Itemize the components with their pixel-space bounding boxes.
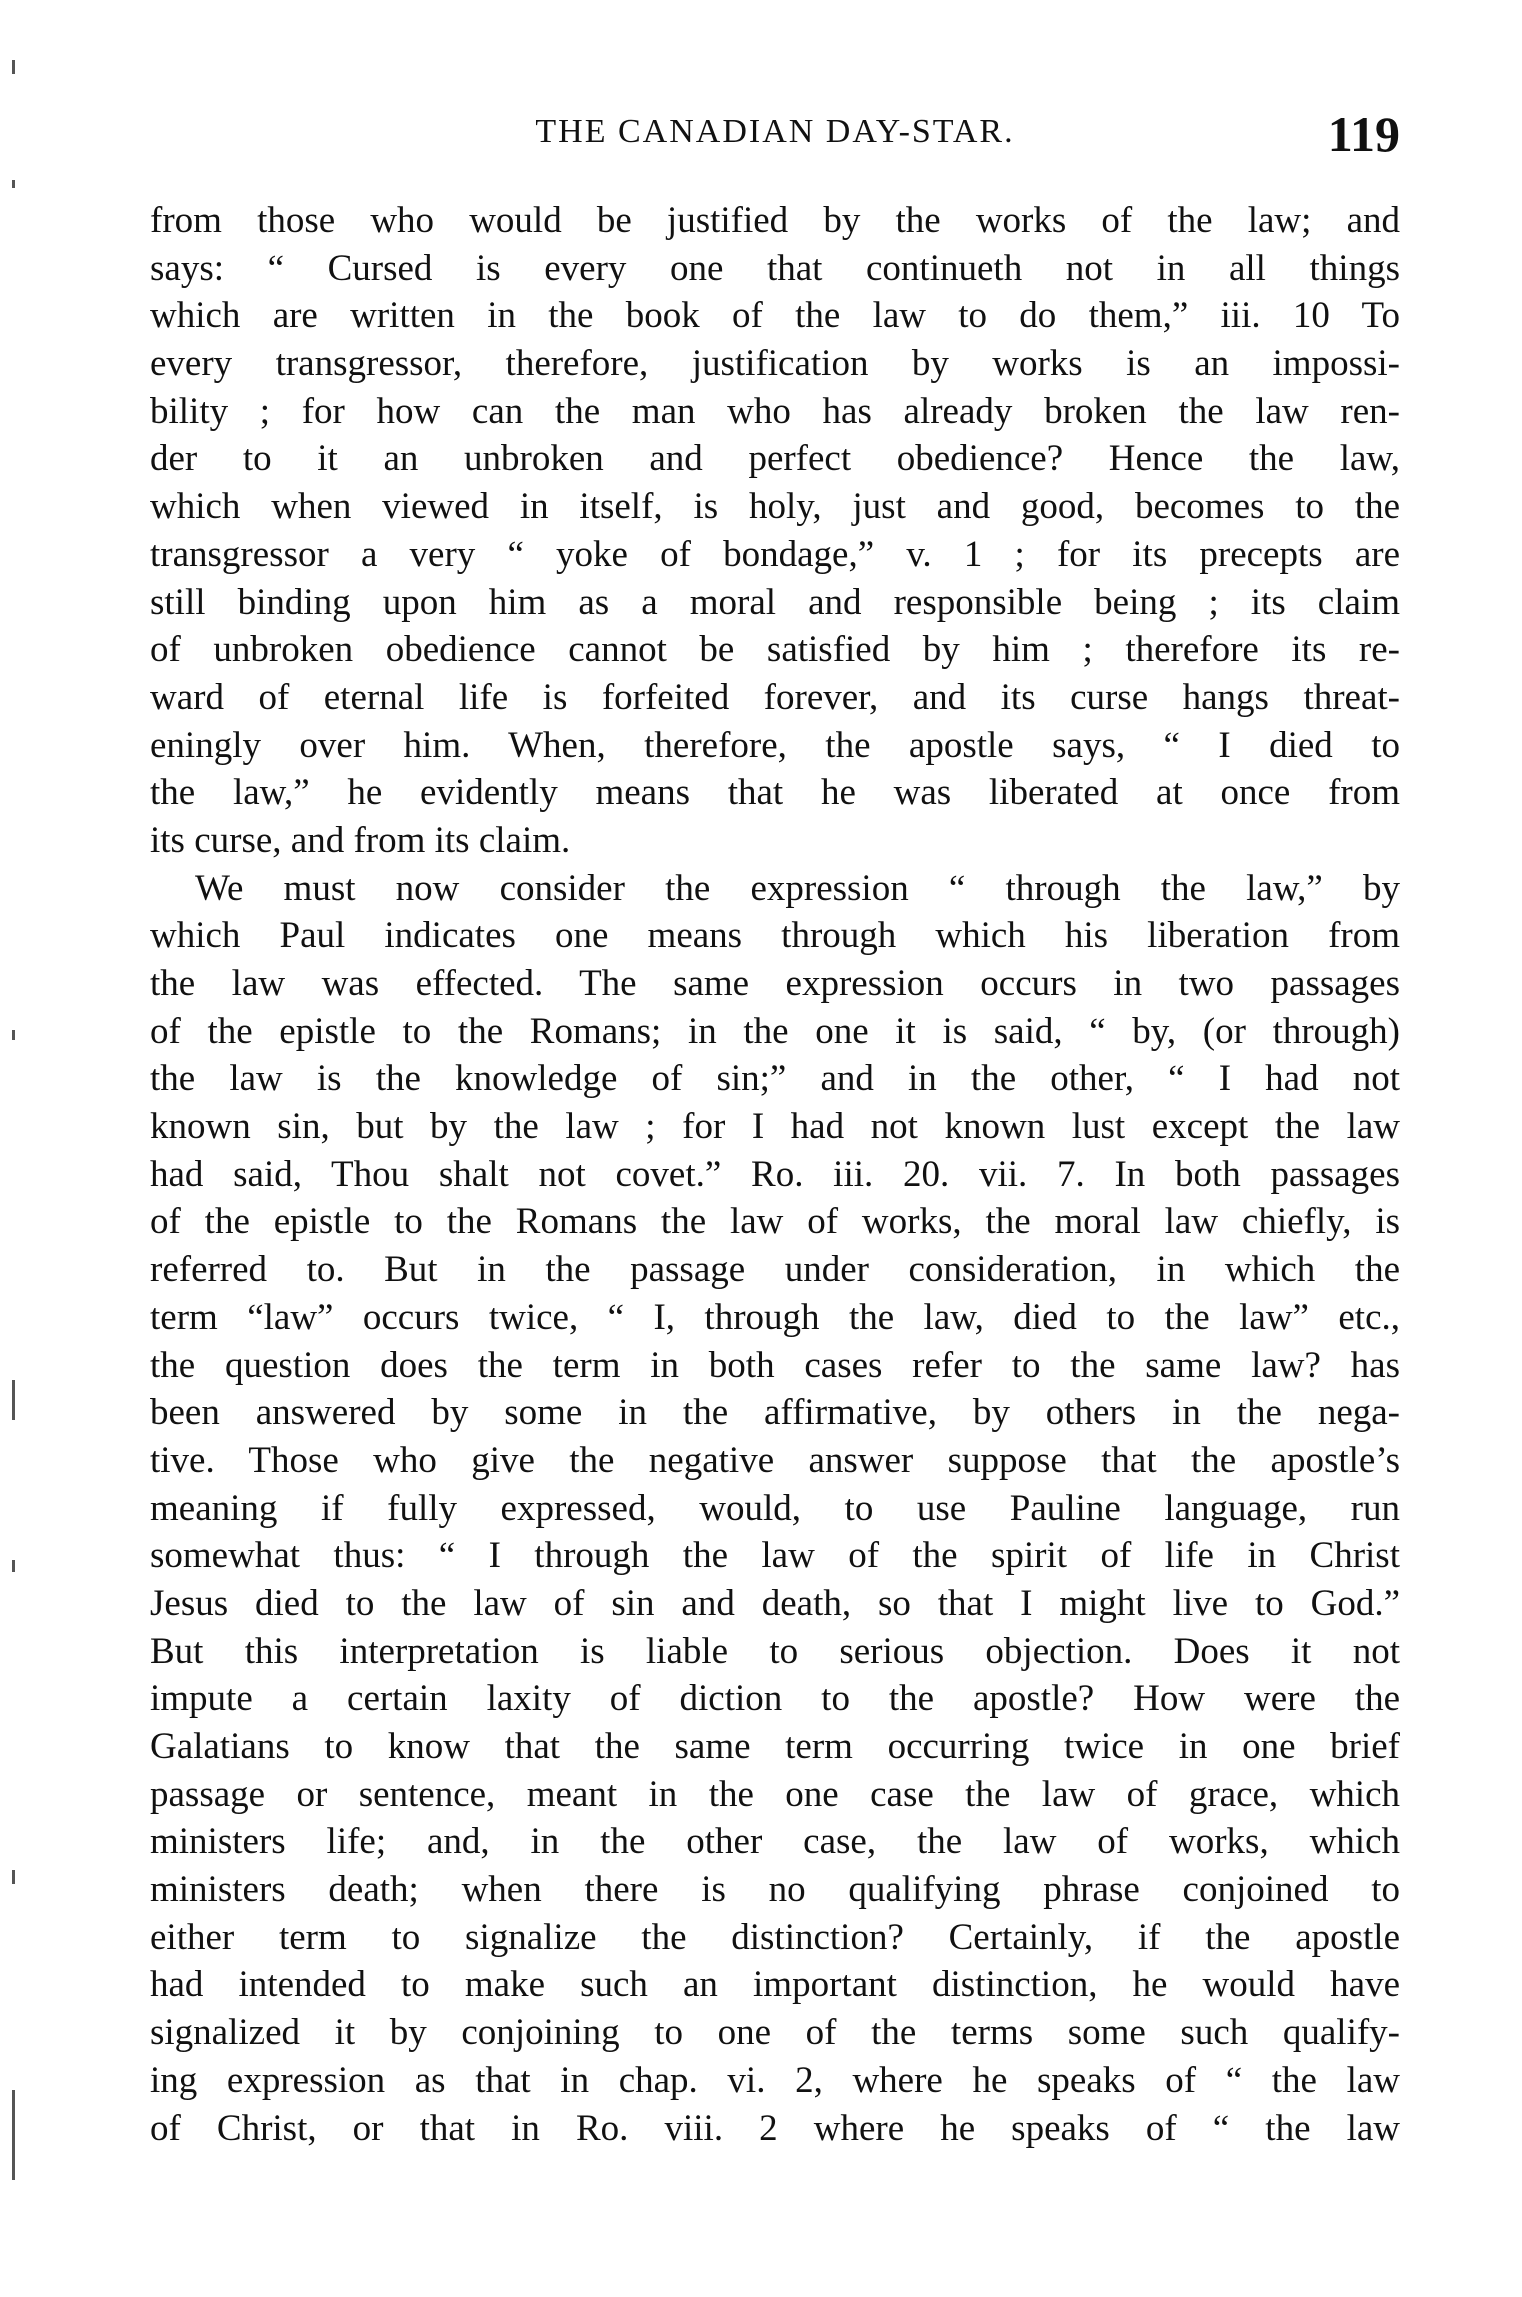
text-line: meaning if fully expressed, would, to use Pauline language, run [150,1487,1400,1529]
text-line: the law,” he evidently means that he was liberated at once from [150,772,1400,814]
text-line: But this interpretation is liable to serious objection. Does it not [150,1630,1400,1672]
text-line: ministers death; when there is no qualifying phrase conjoined to [150,1869,1400,1911]
text-line: signalized it by conjoining to one of the terms some such qualify- [150,2012,1400,2054]
text-line: which are written in the book of the law to do them,” iii. 10 To [150,295,1400,337]
text-line: either term to signalize the distinction? Certainly, if the apostle [150,1916,1400,1958]
body-text [150,197,1400,2152]
text-line: der to it an unbroken and perfect obedience? Hence the law, [150,438,1400,480]
text-line: the law is the knowledge of sin;” and in the other, “ I had not [150,1058,1400,1100]
edge-mark [12,1560,15,1572]
text-line: been answered by some in the affirmative, by others in the nega- [150,1392,1400,1434]
text-line: ministers life; and, in the other case, the law of works, which [150,1821,1400,1863]
edge-mark [12,1380,15,1420]
page-header [150,105,1400,165]
edge-mark [12,60,15,74]
text-line: tive. Those who give the negative answer suppose that the apostle’s [150,1439,1400,1481]
text-line: known sin, but by the law ; for I had not known lust except the law [150,1106,1400,1148]
binding-edge-marks [0,0,40,2297]
text-line: somewhat thus: “ I through the law of the spirit of life in Christ [150,1535,1400,1577]
text-line: says: “ Cursed is every one that continueth not in all things [150,247,1400,289]
edge-mark [12,1870,15,1884]
text-line: had said, Thou shalt not covet.” Ro. iii. 20. vii. 7. In both passages [150,1153,1400,1195]
edge-mark [12,180,15,188]
text-line: had intended to make such an important distinction, he would have [150,1964,1400,2006]
text-line: from those who would be justified by the works of the law; and [150,200,1400,241]
edge-mark [12,2090,15,2180]
running-title: THE CANADIAN DAY-STAR. [535,113,1015,150]
text-line: ward of eternal life is forfeited forever, and its curse hangs threat- [150,676,1400,718]
text-line: ing expression as that in chap. vi. 2, where he speaks of “ the law [150,2059,1400,2101]
text-line: the question does the term in both cases refer to the same law? has [150,1344,1400,1386]
text-line: of the epistle to the Romans the law of works, the moral law chiefly, is [150,1201,1400,1243]
text-line: its curse, and from its claim. [150,819,571,861]
text-line: passage or sentence, meant in the one case the law of grace, which [150,1773,1400,1815]
text-line: which Paul indicates one means through which his liberation from [150,915,1400,957]
page-number: 119 [1327,106,1400,162]
text-line: referred to. But in the passage under consideration, in which the [150,1249,1400,1291]
text-line: the law was effected. The same expression occurs in two passages [150,963,1400,1004]
text-line: which when viewed in itself, is holy, just and good, becomes to the [150,486,1400,528]
text-line: of Christ, or that in Ro. viii. 2 where he speaks of “ the law [150,2107,1400,2149]
edge-mark [12,1030,15,1040]
text-line: bility ; for how can the man who has already broken the law ren- [150,390,1400,432]
text-line: term “law” occurs twice, “ I, through the law, died to the law” etc., [150,1296,1400,1338]
text-line: still binding upon him as a moral and responsible being ; its claim [150,581,1400,623]
text-line: Galatians to know that the same term occurring twice in one brief [150,1726,1400,1767]
text-line: every transgressor, therefore, justification by works is an impossi- [150,343,1400,385]
text-line: of unbroken obedience cannot be satisfied by him ; therefore its re- [150,629,1400,671]
text-line: Jesus died to the law of sin and death, so that I might live to God.” [150,1582,1400,1624]
text-line: of the epistle to the Romans; in the one it is said, “ by, (or through) [150,1010,1400,1052]
text-line: We must now consider the expression “ through the law,” by [195,867,1400,909]
text-line: eningly over him. When, therefore, the apostle says, “ I died to [150,724,1400,766]
text-line: transgressor a very “ yoke of bondage,” v. 1 ; for its precepts are [150,533,1400,575]
text-line: impute a certain laxity of diction to the apostle? How were the [150,1678,1400,1720]
